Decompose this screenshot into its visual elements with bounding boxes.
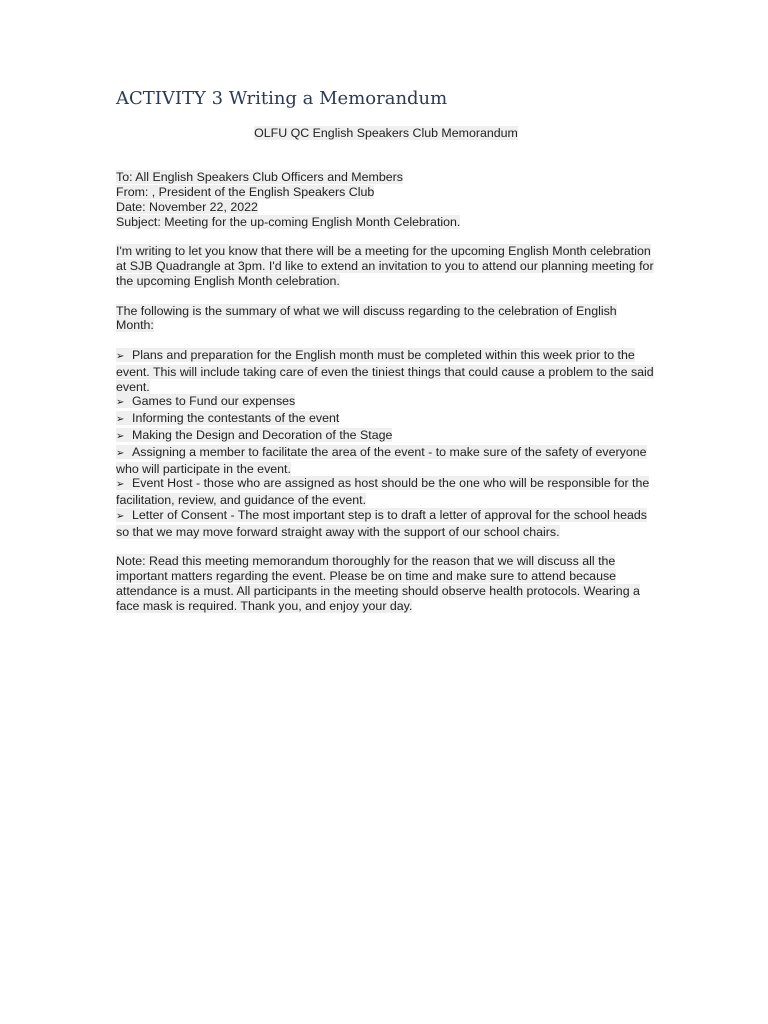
list-item-text: Informing the contestants of the event — [132, 411, 340, 426]
list-item-text: Assigning a member to facilitate the area of the event - to make sure of the safety of everyone who will participate in the event. — [116, 444, 647, 476]
memo-from-text: From: , President of the English Speakers Club — [116, 185, 375, 200]
arrow-bullet-icon: ➢ — [116, 447, 125, 459]
memo-date-line — [116, 200, 656, 215]
list-item — [116, 428, 656, 445]
spacer — [116, 156, 656, 171]
summary-intro — [116, 304, 656, 334]
memo-to-line — [116, 170, 656, 185]
list-item-text: Event Host - those who are assigned as host should be the one who will be responsible for the facilitation, review, and guidance of the event. — [116, 476, 650, 508]
memo-to-text: To: All English Speakers Club Officers and Members — [116, 170, 403, 185]
memo-heading — [116, 126, 656, 141]
note-paragraph — [116, 554, 656, 613]
intro-paragraph — [116, 244, 656, 288]
memo-heading-text: OLFU QC English Speakers Club Memorandum — [254, 126, 518, 140]
intro-paragraph-text: I'm writing to let you know that there will be a meeting for the upcoming English Month celebration at SJB Quadrangle at 3pm. I'd like to extend an invitation to you to attend our planning meeting for the upcoming English Month celebration. — [116, 244, 654, 288]
spacer — [116, 230, 656, 245]
list-item-text: Letter of Consent - The most important step is to draft a letter of approval for the school heads so that we may move forward straight away with the support of our school chairs. — [116, 507, 647, 539]
memo-from-line — [116, 185, 656, 200]
note-paragraph-text: Note: Read this meeting memorandum thoroughly for the reason that we will discuss all the important matters regarding the event. Please be on time and make sure to attend because attendance is a must. All participants in the meeting should observe health protocols. Wearing a face mask is required. Thank you, and enjoy your day. — [116, 554, 640, 613]
arrow-bullet-icon: ➢ — [116, 479, 125, 491]
list-item-text: Plans and preparation for the English month must be completed within this week prior to the event. This will include taking care of even the tiniest things that could cause a problem to the said event. — [116, 347, 654, 394]
summary-intro-text: The following is the summary of what we will discuss regarding to the celebration of English Month: — [116, 303, 617, 333]
memo-subject-text: Subject: Meeting for the up-coming English Month Celebration. — [116, 214, 461, 229]
arrow-bullet-icon: ➢ — [116, 350, 125, 362]
memo-body — [116, 126, 656, 614]
list-item — [116, 476, 656, 508]
arrow-bullet-icon: ➢ — [116, 397, 125, 409]
list-item — [116, 394, 656, 411]
list-item — [116, 348, 656, 394]
arrow-bullet-icon: ➢ — [116, 430, 125, 442]
spacer — [116, 540, 656, 555]
memo-date-text: Date: November 22, 2022 — [116, 199, 258, 214]
spacer — [116, 333, 656, 348]
arrow-bullet-icon: ➢ — [116, 510, 125, 522]
arrow-bullet-icon: ➢ — [116, 414, 125, 426]
list-item — [116, 445, 656, 477]
spacer — [116, 141, 656, 156]
discussion-bullet-list — [116, 348, 656, 540]
list-item-text: Making the Design and Decoration of the Stage — [132, 427, 393, 442]
document-title: ACTIVITY 3 Writing a Memorandum — [116, 88, 448, 109]
list-item — [116, 508, 656, 540]
memo-subject-line — [116, 215, 656, 230]
list-item — [116, 411, 656, 428]
list-item-text: Games to Fund our expenses — [132, 394, 296, 409]
spacer — [116, 289, 656, 304]
